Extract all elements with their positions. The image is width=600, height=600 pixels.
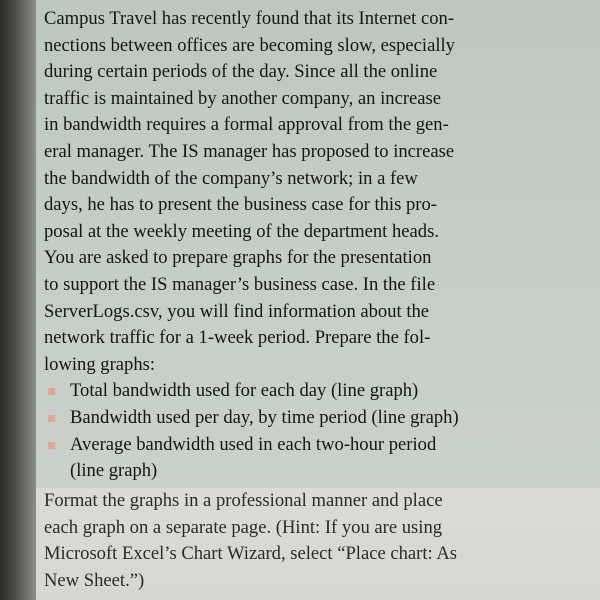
format-instructions [44, 488, 594, 594]
paragraph-line: eral manager. The IS manager has proposed to increase [44, 140, 455, 162]
bullet-square-icon [48, 442, 55, 449]
paragraph-line: network traffic for a 1-week period. Prepare the fol- [44, 327, 431, 349]
bullet-item [44, 405, 594, 432]
page-edge-shadow [0, 0, 36, 600]
paragraph-line: Campus Travel has recently found that its Internet con- [44, 8, 455, 29]
bullet-continuation: (line graph) [70, 460, 158, 482]
paragraph-line: You are asked to prepare graphs for the presentation [44, 247, 432, 269]
bullet-text: Bandwidth used per day, by time period (line graph) [70, 406, 459, 428]
paragraph-line: days, he has to present the business case for this pro- [44, 194, 437, 216]
paragraph-line: during certain periods of the day. Since all the online [44, 61, 438, 83]
bullet-item [44, 378, 594, 405]
paragraph-line: to support the IS manager’s business case. In the file [44, 273, 436, 295]
format-line: New Sheet.”) [44, 569, 145, 591]
paragraph-line: the bandwidth of the company’s network; in a few [44, 167, 418, 189]
paragraph-line: posal at the weekly meeting of the department heads. [44, 220, 439, 242]
paragraph-line: traffic is maintained by another company, an increase [44, 87, 442, 109]
bullet-text: Total bandwidth used for each day (line graph) [70, 380, 419, 402]
bullet-square-icon [48, 415, 55, 422]
bullet-text: Average bandwidth used in each two-hour period [70, 433, 437, 455]
format-line: Microsoft Excel’s Chart Wizard, select “Place chart: As [44, 543, 457, 565]
paragraph-line: lowing graphs: [44, 353, 156, 375]
bullet-square-icon [48, 388, 55, 395]
bullet-item [44, 432, 594, 459]
paragraph-line: nections between offices are becoming slow, especially [44, 34, 455, 56]
paragraph-line: ServerLogs.csv, you will find information about the [44, 300, 430, 322]
format-line: each graph on a separate page. (Hint: If you are using [44, 516, 443, 538]
paragraph-line: in bandwidth requires a formal approval from the gen- [44, 114, 449, 136]
exercise-text [44, 6, 594, 485]
format-line: Format the graphs in a professional manner and place [44, 490, 443, 511]
